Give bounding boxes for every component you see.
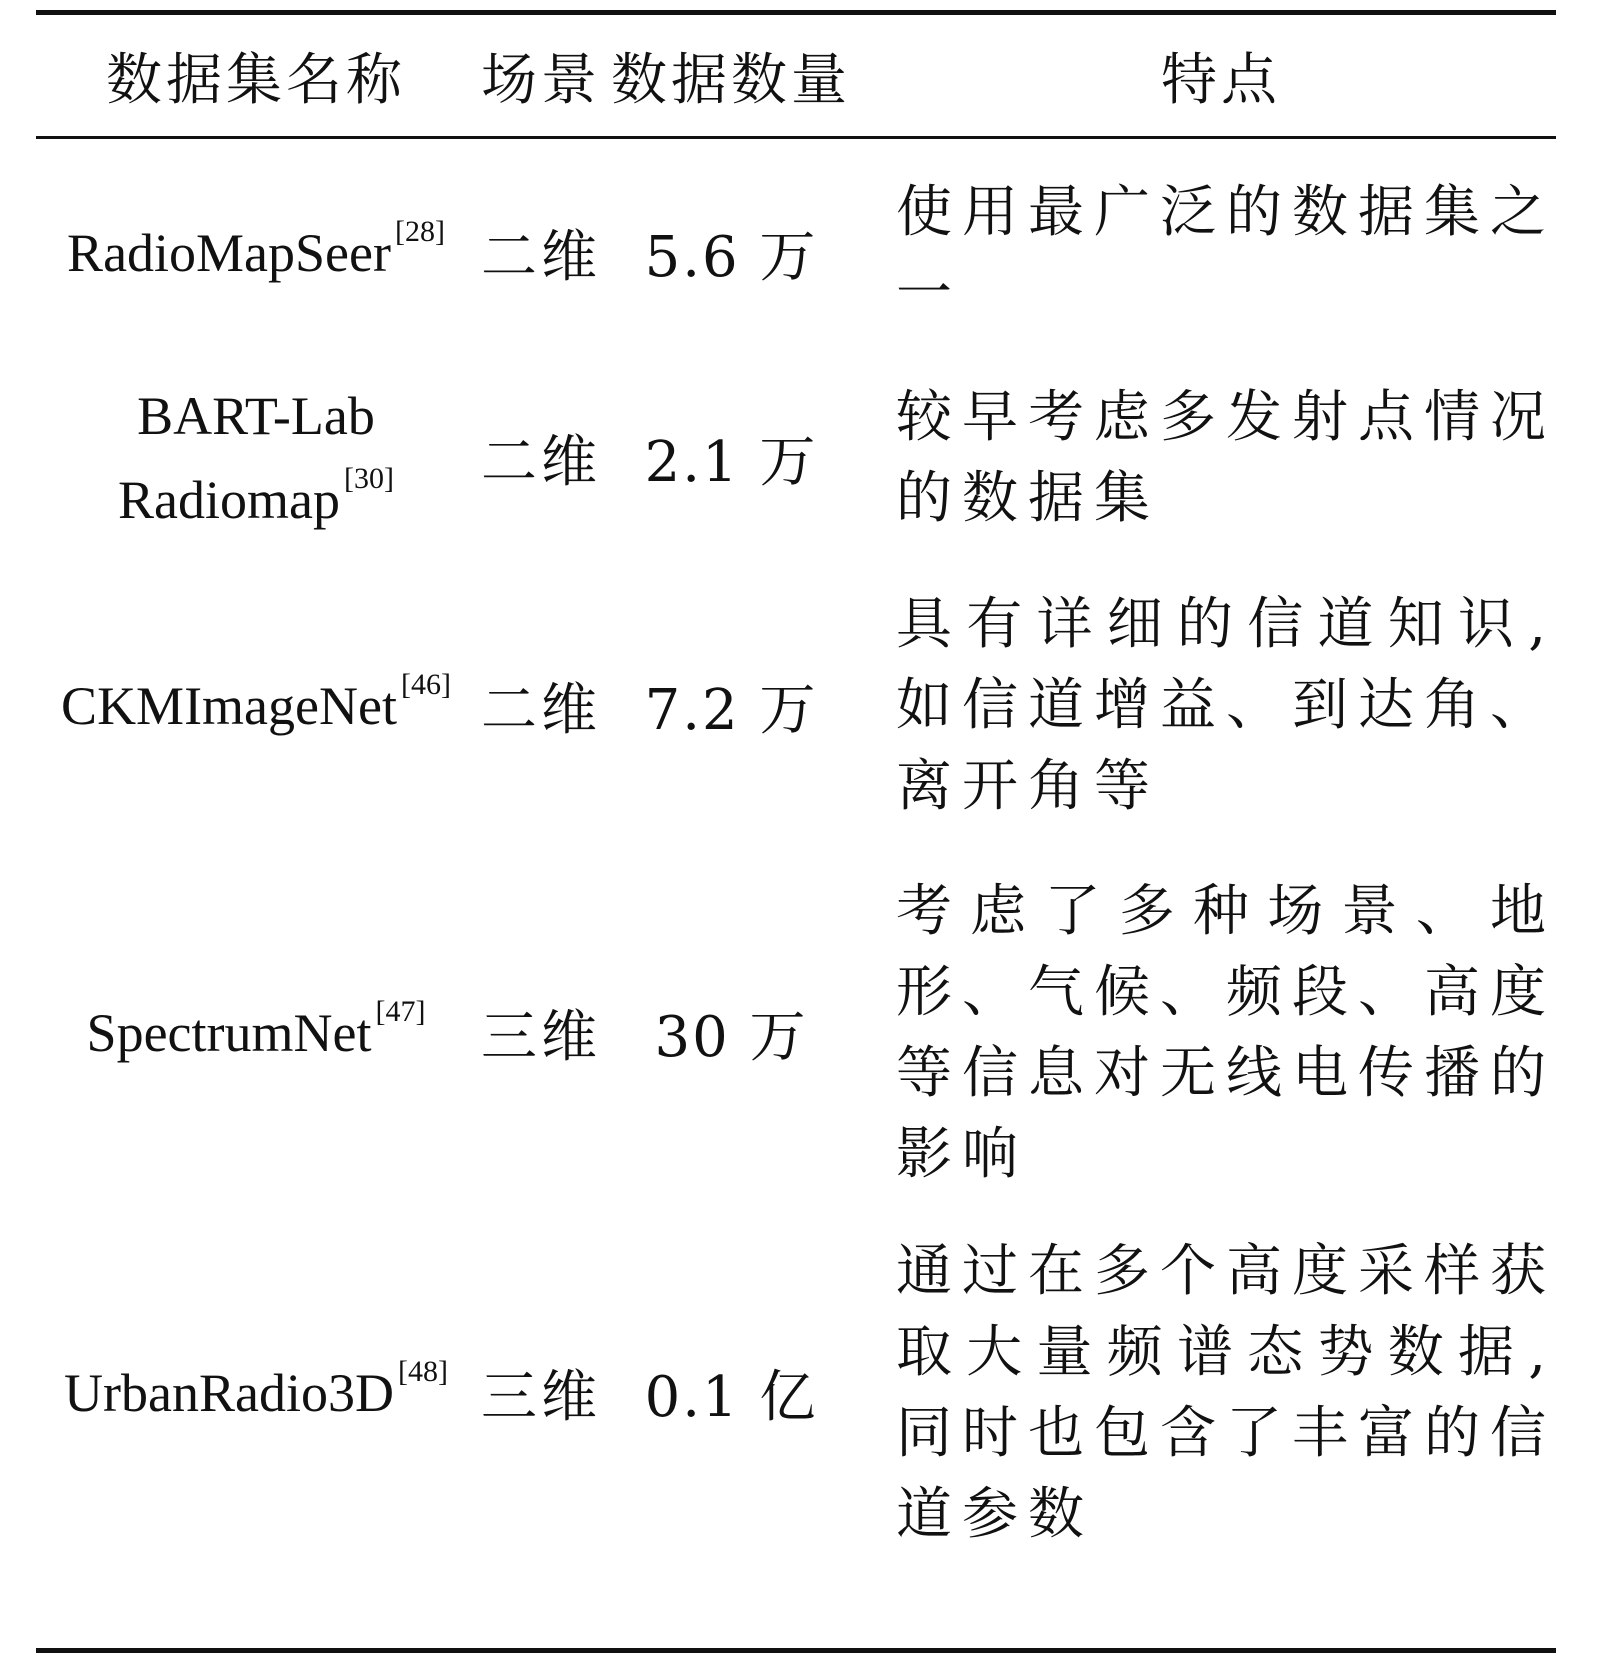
header-scene: 场景 — [481, 47, 601, 113]
dataset-feature-text: 具有详细的信道知识,如信道增益、到达角、离开角等 — [896, 592, 1556, 819]
dataset-feature — [886, 578, 1556, 833]
dataset-name-text: CKMImageNet — [61, 675, 397, 736]
dataset-scene: 三维 — [481, 1364, 601, 1430]
reference: [30] — [343, 461, 394, 495]
dataset-name-text: SpectrumNet — [86, 1002, 372, 1063]
dataset-count: 7.2 万 — [644, 677, 818, 743]
dataset-count: 30 万 — [654, 1004, 808, 1070]
dataset-name — [36, 865, 476, 1200]
dataset-name-text: RadioMapSeer — [67, 222, 391, 283]
reference: [47] — [375, 994, 426, 1028]
dataset-feature — [886, 160, 1556, 345]
header-feature: 特点 — [1161, 47, 1281, 113]
reference: [46] — [400, 667, 451, 701]
dataset-name-line1: BART-Lab — [137, 385, 375, 446]
header-name: 数据集名称 — [106, 47, 406, 113]
table-row — [36, 365, 1556, 550]
dataset-feature — [886, 865, 1556, 1200]
dataset-scene: 二维 — [481, 224, 601, 290]
dataset-scene: 三维 — [481, 1004, 601, 1070]
dataset-count: 0.1 亿 — [644, 1364, 818, 1430]
dataset-count: 5.6 万 — [644, 224, 818, 290]
dataset-feature-text: 考虑了多种场景、地形、气候、频段、高度等信息对无线电传播的影响 — [896, 878, 1556, 1187]
dataset-scene: 二维 — [481, 429, 601, 495]
dataset-name — [36, 160, 476, 345]
dataset-name-line2: Radiomap — [118, 469, 340, 530]
dataset-name — [36, 1225, 476, 1560]
dataset-name — [36, 365, 476, 550]
dataset-feature — [886, 365, 1556, 550]
dataset-name-text: UrbanRadio3D — [64, 1362, 394, 1423]
dataset-feature-text: 较早考虑多发射点情况的数据集 — [896, 384, 1556, 531]
dataset-feature-text: 通过在多个高度采样获取大量频谱态势数据,同时也包含了丰富的信道参数 — [896, 1238, 1556, 1547]
bottom-rule — [36, 1648, 1556, 1653]
table-row — [36, 865, 1556, 1200]
dataset-name — [36, 578, 476, 833]
header-rule — [36, 136, 1556, 139]
dataset-scene: 二维 — [481, 677, 601, 743]
dataset-count: 2.1 万 — [644, 429, 818, 495]
header-count: 数据数量 — [611, 47, 851, 113]
table-row — [36, 1225, 1556, 1560]
table-row — [36, 578, 1556, 833]
table-row — [36, 160, 1556, 345]
dataset-feature — [886, 1225, 1556, 1560]
table-header — [36, 15, 1556, 136]
dataset-feature-text: 使用最广泛的数据集之一 — [896, 179, 1556, 326]
reference: [28] — [394, 214, 445, 248]
reference: [48] — [397, 1354, 448, 1388]
